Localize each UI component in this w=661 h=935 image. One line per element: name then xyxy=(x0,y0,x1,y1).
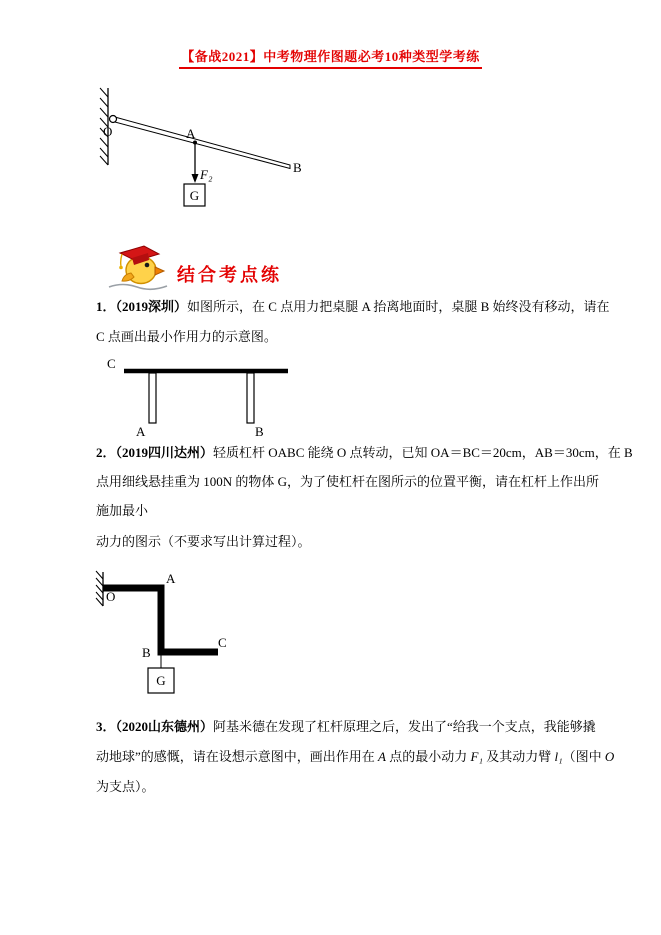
label-b: B xyxy=(293,160,302,175)
question-line xyxy=(96,467,600,496)
question-line xyxy=(96,527,576,557)
mascot-tassel-end xyxy=(119,266,123,270)
table-leg-b xyxy=(247,373,254,423)
header-title: 【备战2021】中考物理作图题必考10种类型学考练 xyxy=(179,46,482,69)
pivot-point xyxy=(110,116,117,123)
question-text: （图中 xyxy=(562,749,605,764)
question-2 xyxy=(96,438,633,525)
math-symbol: A xyxy=(378,749,386,764)
question-source: （2019深圳） xyxy=(115,299,188,314)
label-b: B xyxy=(142,645,151,660)
math-symbol-o: O xyxy=(604,749,615,764)
question-line xyxy=(96,322,576,352)
label-o: O xyxy=(106,589,116,604)
label-a: A xyxy=(136,424,146,439)
question-line xyxy=(96,496,576,525)
label-b: B xyxy=(255,424,264,439)
table-leg-a xyxy=(149,373,156,423)
figure-table-diagram xyxy=(103,352,303,440)
mascot-icon xyxy=(103,240,175,292)
wall-hatching xyxy=(96,571,103,606)
question-line xyxy=(96,772,576,802)
question-source: （2019四川达州） xyxy=(115,445,214,460)
label-a: A xyxy=(166,571,176,586)
math-symbol-f1: F₁ xyxy=(470,749,483,764)
mascot-eye xyxy=(145,263,150,268)
question-line xyxy=(96,742,615,772)
label-a: A xyxy=(186,126,196,141)
question-text: 轻质杠杆 OABC 能绕 O 点转动，已知 OA＝BC＝20cm，AB＝30cm，在 B xyxy=(213,445,633,460)
label-f2: F₂ xyxy=(200,167,213,182)
question-line xyxy=(96,292,610,322)
question-source: （2020山东德州） xyxy=(115,719,214,734)
figure-oabc-diagram xyxy=(94,566,244,706)
label-g: G xyxy=(189,188,200,203)
question-3 xyxy=(96,712,615,802)
question-line xyxy=(96,438,633,467)
question-text: 及其动力臂 xyxy=(482,749,555,764)
figure-lever-diagram xyxy=(90,82,320,217)
lever-rod xyxy=(113,117,290,169)
label-c: C xyxy=(218,635,227,650)
mascot-tassel xyxy=(121,254,122,266)
math-symbol-l1: l₁ xyxy=(554,749,563,764)
mascot-ground-line xyxy=(109,285,167,290)
question-number: 1． xyxy=(96,299,116,314)
lever-oabc xyxy=(103,588,218,652)
question-text: 点用细线悬挂重为 100N 的物体 G，为了使杠杆在图所示的位置平衡，请在杠杆上作出所 xyxy=(96,474,600,489)
mascot-beak xyxy=(155,267,164,275)
label-g: G xyxy=(156,673,166,688)
question-2-continued xyxy=(96,527,576,557)
question-text: 动力的图示（不要求写出计算过程）。 xyxy=(96,534,311,549)
wall xyxy=(96,571,103,606)
section-title: 结合考点练 xyxy=(177,265,282,285)
question-text: C 点画出最小作用力的示意图。 xyxy=(96,329,277,344)
question-text: 动地球”的感慨，请在设想示意图中，画出作用在 xyxy=(96,749,379,764)
question-number: 2． xyxy=(96,445,116,460)
page-header xyxy=(0,46,661,69)
question-text: 施加最小 xyxy=(96,503,149,518)
question-text: 点的最小动力 xyxy=(385,749,471,764)
question-number: 3． xyxy=(96,719,116,734)
question-1 xyxy=(96,292,610,352)
question-text: 如图所示，在 C 点用力把桌腿 A 抬离地面时，桌腿 B 始终没有移动，请在 xyxy=(187,299,610,314)
question-text: 阿基米德在发现了杠杆原理之后，发出了“给我一个支点，我能够撬 xyxy=(213,719,596,734)
question-text: 为支点）。 xyxy=(96,779,155,794)
label-c: C xyxy=(107,356,116,371)
force-arrowhead xyxy=(192,174,199,183)
question-line xyxy=(96,712,596,742)
label-o: O xyxy=(103,124,113,139)
